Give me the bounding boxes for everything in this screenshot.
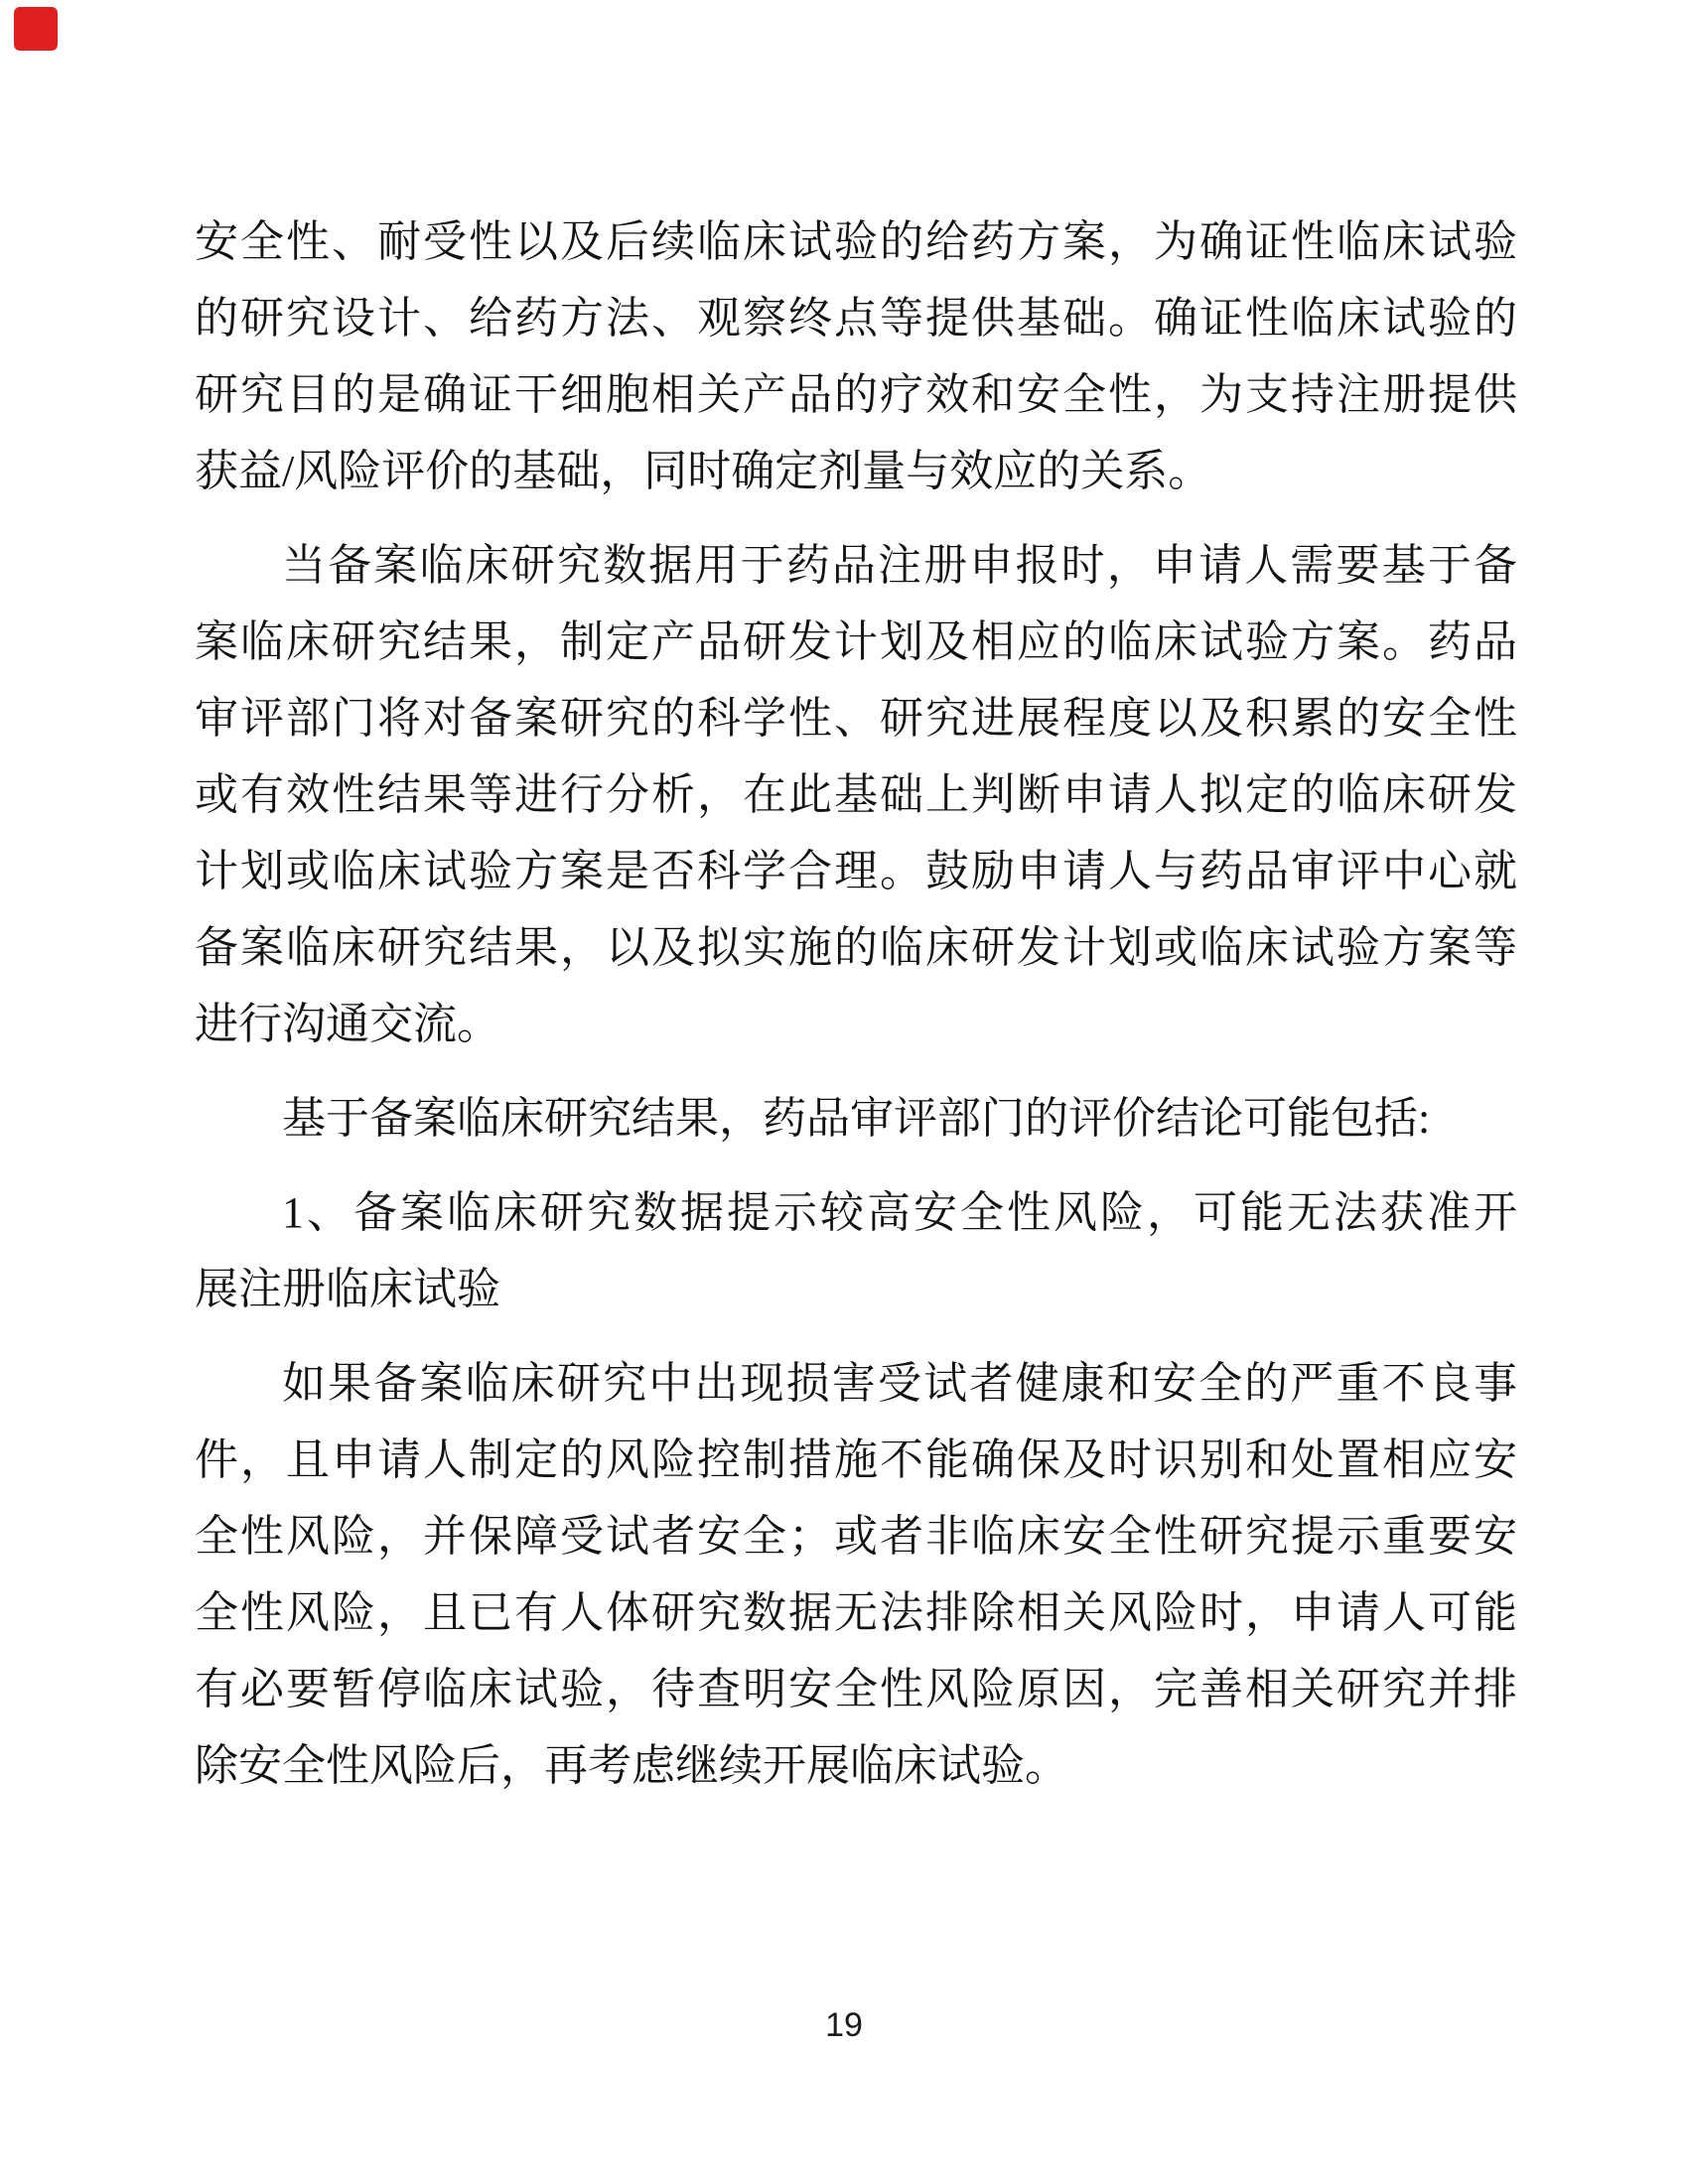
text-line: 如果备案临床研究中出现损害受试者健康和安全的严重不良事 xyxy=(282,1359,1517,1408)
page-number: 19 xyxy=(825,2006,863,2044)
text-line: 或有效性结果等进行分析，在此基础上判断申请人拟定的临床研发 xyxy=(195,770,1517,819)
paragraph xyxy=(195,527,1517,1062)
paragraph xyxy=(195,1080,1517,1157)
text-line: 基于备案临床研究结果，药品审评部门的评价结论可能包括: xyxy=(282,1094,1431,1143)
text-line: 全性风险，并保障受试者安全；或者非临床安全性研究提示重要安 xyxy=(195,1512,1517,1561)
text-line: 展注册临床试验 xyxy=(195,1265,500,1313)
text-line: 的研究设计、给药方法、观察终点等提供基础。确证性临床试验的 xyxy=(195,294,1517,342)
paragraph xyxy=(195,1174,1517,1327)
text-line: 研究目的是确证干细胞相关产品的疗效和安全性，为支持注册提供 xyxy=(195,370,1517,419)
text-line: 有必要暂停临床试验，待查明安全性风险原因，完善相关研究并排 xyxy=(195,1665,1517,1713)
text-line: 进行沟通交流。 xyxy=(195,1000,500,1048)
text-line: 获益/风险评价的基础，同时确定剂量与效应的关系。 xyxy=(195,447,1212,495)
document-body-text xyxy=(195,204,1517,1804)
text-line: 安全性、耐受性以及后续临床试验的给药方案，为确证性临床试验 xyxy=(195,217,1517,266)
red-corner-marker xyxy=(14,7,58,51)
paragraph xyxy=(195,1345,1517,1804)
text-line: 案临床研究结果，制定产品研发计划及相应的临床试验方案。药品 xyxy=(195,617,1517,666)
text-line: 审评部门将对备案研究的科学性、研究进展程度以及积累的安全性 xyxy=(195,694,1517,743)
text-line: 全性风险，且已有人体研究数据无法排除相关风险时，申请人可能 xyxy=(195,1588,1517,1637)
text-line: 当备案临床研究数据用于药品注册申报时，申请人需要基于备 xyxy=(282,541,1517,590)
text-line: 除安全性风险后，再考虑继续开展临床试验。 xyxy=(195,1741,1068,1790)
text-line: 件，且申请人制定的风险控制措施不能确保及时识别和处置相应安 xyxy=(195,1435,1517,1484)
text-line: 备案临床研究结果，以及拟实施的临床研发计划或临床试验方案等 xyxy=(195,923,1517,972)
text-line: 1、备案临床研究数据提示较高安全性风险，可能无法获准开 xyxy=(282,1188,1517,1237)
text-line: 计划或临床试验方案是否科学合理。鼓励申请人与药品审评中心就 xyxy=(195,847,1517,895)
paragraph xyxy=(195,204,1517,509)
